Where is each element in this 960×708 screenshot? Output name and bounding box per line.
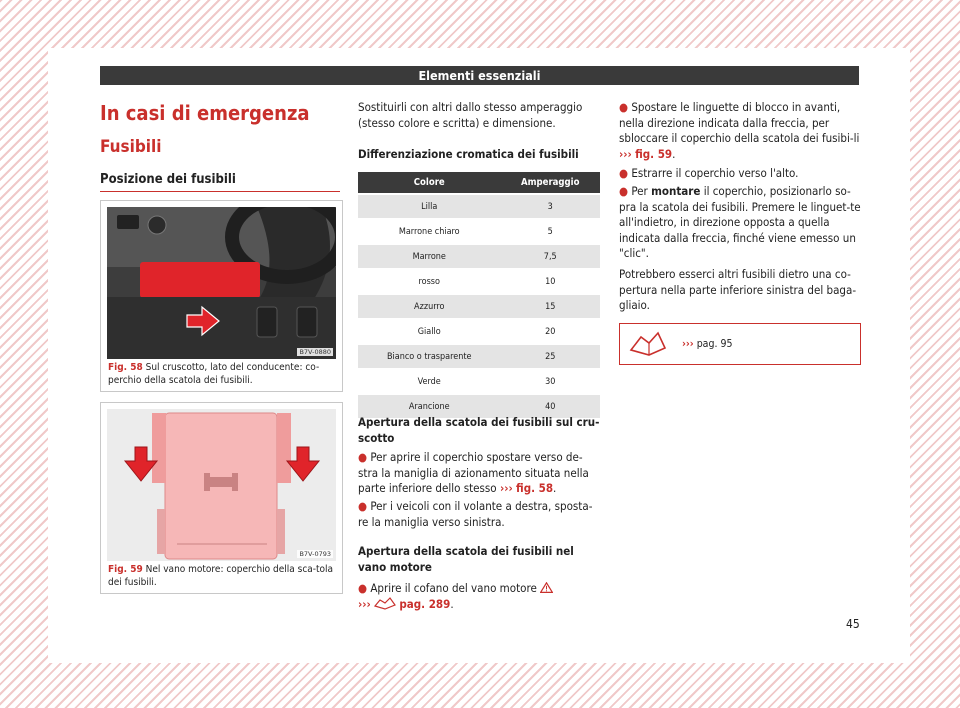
figure-58-code: B7V-0880 (299, 348, 331, 356)
table-cell: Azzurro (358, 295, 500, 318)
figure-59-image (107, 409, 336, 561)
table-row (358, 245, 600, 268)
header-bar: Elementi essenziali (100, 66, 859, 85)
fuse-color-table (358, 170, 600, 420)
table-cell: 30 (500, 370, 600, 393)
additional-fuses-paragraph: Potrebbero esserci altri fusibili dietro una co-pertura nella parte inferiore sinistra del baga-gliaio. (619, 267, 857, 312)
section-subtitle: Fusibili (100, 137, 162, 157)
opening-bullet-1-text: Per aprire il coperchio spostare verso de-stra la maniglia di azionamento situata nella parte inferiore dello stesso (358, 450, 589, 495)
table-cell: 7,5 (500, 245, 600, 268)
engine-bullet-1: ● Aprire il cofano del vano motore ››› pag. 289. (358, 581, 600, 612)
table-cell: Verde (358, 370, 500, 393)
table-cell: 3 (500, 195, 600, 218)
bullet-icon: ● (358, 581, 368, 595)
warning-triangle-icon (540, 582, 553, 593)
opening-bullet-2 (358, 499, 600, 530)
figure-59-code: B7V-0793 (299, 550, 331, 558)
table-cell: 15 (500, 295, 600, 318)
table-row (358, 320, 600, 343)
bullet-icon: ● (619, 184, 629, 198)
opening-engine-title: Apertura della scatola dei fusibili nel vano motore (358, 544, 574, 574)
table-cell: Lilla (358, 195, 500, 218)
figure-59-link[interactable]: fig. 59 (635, 146, 673, 161)
engine-bullet-1-text: Aprire il cofano del vano motore (370, 581, 537, 595)
cover-bullet-3-bold: montare (651, 184, 701, 198)
table-cell: 25 (500, 345, 600, 368)
bullet-icon: ● (358, 450, 368, 464)
table-cell: 20 (500, 320, 600, 343)
bullet-icon: ● (619, 166, 629, 180)
table-cell: 5 (500, 220, 600, 243)
bullet-icon: ● (619, 100, 629, 114)
dashboard-illustration (107, 207, 336, 359)
opening-bullet-1: ● Per aprire il coperchio spostare verso de-stra la maniglia di azionamento situata nella parte inferiore dello stesso ››› fig. 58. (358, 450, 589, 495)
cover-bullet-2 (619, 166, 861, 182)
figure-58-label: Fig. 58 (108, 362, 143, 373)
book-manual-icon (374, 597, 396, 610)
table-header-amperaggio: Amperaggio (500, 172, 600, 193)
bullet-icon: ● (358, 499, 368, 513)
table-cell: rosso (358, 270, 500, 293)
table-cell: Giallo (358, 320, 500, 343)
figure-59 (100, 402, 343, 594)
heading-divider (100, 191, 340, 192)
table-row (358, 220, 600, 243)
intro-paragraph: Sostituirli con altri dallo stesso amperaggio (stesso colore e scritta) e dimensione. (358, 100, 583, 130)
table-header-colore: Colore (358, 172, 500, 193)
table-cell: Arancione (358, 395, 500, 418)
figure-58-link[interactable]: fig. 58 (516, 481, 554, 495)
opening-bullet-2-text: Per i veicoli con il volante a destra, sposta-re la maniglia verso sinistra. (358, 499, 593, 529)
arrow-ref-icon: ››› (358, 596, 371, 611)
arrow-ref-icon: ››› (619, 146, 632, 161)
figure-58-caption (108, 361, 336, 387)
book-manual-icon (628, 330, 668, 358)
arrow-ref-icon: ››› (499, 481, 513, 495)
section-subsubtitle: Posizione dei fusibili (100, 172, 236, 187)
page-289-link[interactable]: pag. 289 (399, 596, 451, 611)
figure-58-caption-text: Sul cruscotto, lato del conducente: co-perchio della scatola dei fusibili. (108, 362, 320, 386)
table-cell: 10 (500, 270, 600, 293)
cover-bullet-1: ● Spostare le linguette di blocco in avanti, nella direzione indicata dalla freccia, per sbloccare il coperchio della scatola dei fusibi-li ››› fig. 59. (619, 100, 860, 161)
cover-bullet-3-text: il coperchio, posizionarlo so-pra la scatola dei fusibili. Premere le linguet-te all'indietro, in direzione opposta a quella indicata dalla freccia, finché viene emesso un "clic". (619, 184, 861, 260)
table-row (358, 370, 600, 393)
table-cell: Bianco o trasparente (358, 345, 500, 368)
table-cell: Marrone (358, 245, 500, 268)
note-reference (682, 338, 733, 350)
table-row (358, 195, 600, 218)
table-title: Differenziazione cromatica dei fusibili (358, 147, 579, 161)
figure-59-label: Fig. 59 (108, 564, 143, 575)
figure-59-caption (108, 563, 336, 589)
note-box (619, 323, 861, 365)
cover-bullet-3-pre: Per (631, 184, 648, 198)
page-number: 45 (846, 617, 860, 631)
table-cell: Marrone chiaro (358, 220, 500, 243)
opening-dashboard-title: Apertura della scatola dei fusibili sul cru-scotto (358, 415, 600, 445)
table-cell: 40 (500, 395, 600, 418)
arrow-ref-icon: ››› (682, 338, 694, 350)
cover-bullet-3 (619, 184, 861, 262)
table-row (358, 270, 600, 293)
figure-58-image (107, 207, 336, 359)
table-row (358, 295, 600, 318)
fuse-box-cover-illustration (107, 409, 336, 561)
cover-bullet-2-text: Estrarre il coperchio verso l'alto. (631, 166, 799, 180)
figure-58 (100, 200, 343, 392)
page-95-link[interactable]: pag. 95 (696, 338, 733, 350)
table-row (358, 345, 600, 368)
cover-bullet-1-text: Spostare le linguette di blocco in avanti, nella direzione indicata dalla freccia, per sbloccare il coperchio della scatola dei fusibi-li (619, 100, 860, 145)
section-title: In casi di emergenza (100, 101, 310, 125)
figure-59-caption-text: Nel vano motore: coperchio della sca-tola dei fusibili. (108, 564, 334, 588)
